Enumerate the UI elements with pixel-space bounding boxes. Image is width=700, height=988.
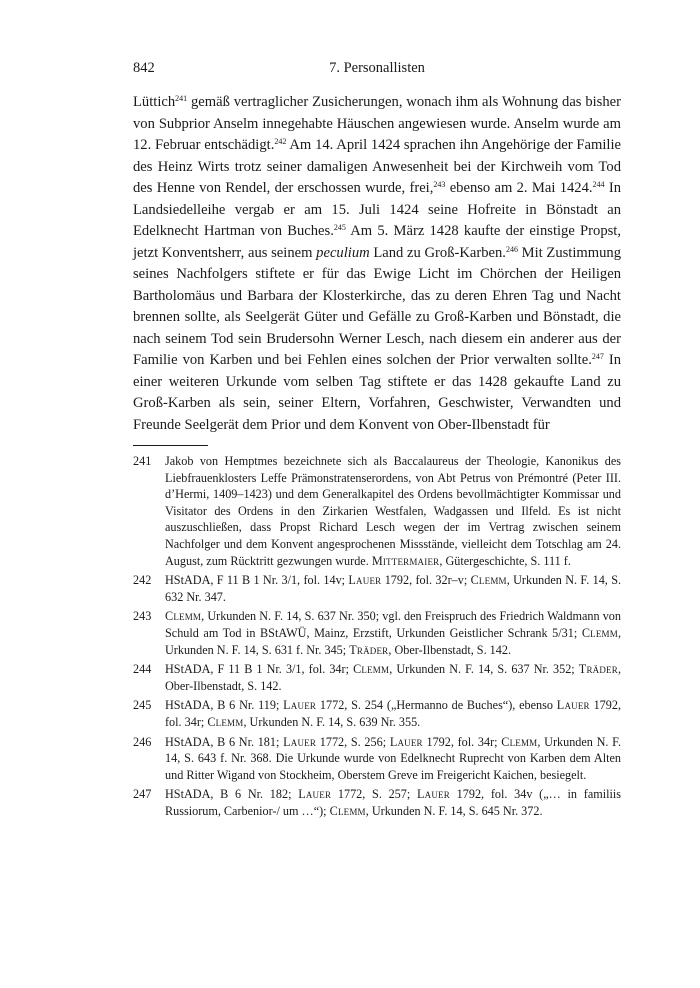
- author-name: Clemm: [207, 714, 244, 729]
- footnotes: [133, 453, 621, 819]
- author-name: Lauer: [348, 573, 382, 588]
- text-run: , Urkunden N. F. 14, S. 631 f. Nr. 345;: [165, 625, 621, 657]
- footnote-242: [133, 572, 621, 605]
- running-head: [133, 58, 621, 78]
- text-run: , Urkunden N. F. 14, S. 643 f. Nr. 368. Die Urkunde wurde von Edelknecht Ruprecht von Karben dem Alten und Ritter Wigand von Stockheim, Oberstem Greve im Freigericht Kaichen, besiegelt.: [165, 734, 622, 782]
- footnote-ref-245: 245: [333, 223, 346, 232]
- footnote-ref-243: 243: [433, 180, 446, 189]
- text-run: , Urkunden N. F. 14, S. 639 Nr. 355.: [243, 714, 421, 729]
- text-run: gemäß vertraglicher Zusicherungen, wonach ihm als Wohnung das bisher von Subprior Anselm innegehabte Häuschen angewiesen wurde. Anselm wurde am 12. Februar entschädigt.: [133, 94, 621, 153]
- text-run: , Ober-Ilbenstadt, S. 142.: [165, 662, 621, 693]
- footnote-244: [133, 661, 621, 694]
- footnote-number: 242: [133, 573, 152, 588]
- footnote-divider: [133, 445, 208, 446]
- text-run: In einer weiteren Urkunde vom selben Tag stiftete er das 1428 gekaufte Land zu Groß-Karben als sein, seiner Eltern, Vorfahren, Geschwister, Verwandten und Freunde Seelgerät dem Prior und dem Konvent von Ober-Ilbenstadt für: [133, 352, 621, 433]
- text-run: , Ober-Ilbenstadt, S. 142.: [388, 642, 511, 657]
- text-run: 1792, fol. 34r;: [165, 698, 621, 729]
- main-text: [133, 92, 621, 436]
- author-name: Lauer: [389, 734, 423, 749]
- footnote-ref-241: 241: [175, 94, 188, 103]
- text-run: Am 14. April 1424 sprachen ihn Angehörige der Familie des Heinz Wirts trotz seiner damaligen Anwesenheit bei der Kirchweih vom Tod des Henne von Rendel, der erschossen wurde, frei,: [133, 137, 621, 196]
- footnote-ref-246: 246: [505, 244, 518, 254]
- footnote-number: 241: [133, 454, 152, 468]
- italic-term-peculium: peculium: [316, 244, 370, 261]
- text-run: , Gütergeschichte, S. 111 f.: [439, 553, 571, 568]
- footnote-241: [133, 453, 621, 569]
- text-run: 1792, fol. 32r–v;: [381, 573, 471, 588]
- text-run: 1792, fol. 34r;: [422, 734, 502, 749]
- text-run: 1772, S. 257;: [331, 787, 417, 802]
- author-name: Clemm: [470, 573, 507, 588]
- text-run: HStADA, B 6 Nr. 181;: [165, 734, 284, 749]
- author-name: Lauer: [556, 698, 590, 713]
- footnote-ref-247: 247: [591, 352, 604, 361]
- text-run: Land zu Groß-Karben.: [369, 244, 506, 261]
- footnote-247: [133, 786, 621, 819]
- author-name: Clemm: [501, 734, 538, 749]
- author-name: Träder: [578, 662, 618, 677]
- text-run: 1772, S. 254 („Hermanno de Buches“), ebenso: [316, 698, 557, 713]
- text-run: Mit Zustimmung seines Nachfolgers stiftete er für das Ewige Licht im Chörchen der Heiligen Bartholomäus und Barbara der Klosterkirche, das zu deren Ehren Tag und Nacht brennen sollte, als Seelgerät Güter und Gefälle zu Groß-Karben und Bönstadt, die nach seinem Tod sein Brudersohn Werner Lesch, nach diesem ein anderer aus der Familie von Karben und bei Fehlen eines solchen der Prior verwalten sollte.: [133, 244, 622, 368]
- page-number: 842: [133, 60, 155, 76]
- author-name: Lauer: [283, 734, 317, 749]
- text-run: Lüttich: [133, 94, 176, 110]
- author-name: Clemm: [581, 625, 618, 640]
- author-name: Träder: [349, 642, 389, 657]
- main-paragraph: [133, 92, 621, 436]
- footnote-number: 247: [133, 787, 152, 802]
- chapter-title: 7. Personallisten: [329, 60, 425, 76]
- author-name: Lauer: [298, 787, 332, 802]
- book-page: [133, 58, 621, 822]
- footnote-ref-244: 244: [592, 180, 605, 189]
- text-run: 1772, S. 256;: [316, 734, 390, 749]
- footnote-number: 245: [133, 698, 152, 713]
- author-name: Clemm: [165, 609, 202, 624]
- text-run: In Landsiedelleihe vergab er am 15. Juli 1424 seine Hofreite in Bönstadt an Edelknecht Hartman von Buches.: [133, 180, 621, 239]
- author-name: Clemm: [353, 662, 390, 677]
- footnote-number: 243: [133, 609, 152, 624]
- footnote-number: 246: [133, 734, 152, 749]
- text-run: , Urkunden N. F. 14, S. 637 Nr. 352;: [389, 662, 579, 677]
- text-run: HStADA, F 11 B 1 Nr. 3/1, fol. 14v;: [165, 573, 349, 588]
- text-run: Am 5. März 1428 kaufte der einstige Propst, jetzt Konventsherr, aus seinem: [133, 223, 621, 261]
- author-name: Lauer: [283, 698, 317, 713]
- text-run: , Urkunden N. F. 14, S. 645 Nr. 372.: [365, 803, 543, 818]
- text-run: HStADA, B 6 Nr. 119;: [165, 698, 284, 713]
- footnote-243: [133, 608, 621, 658]
- author-name: Mittermaier: [371, 553, 440, 568]
- text-run: HStADA, B 6 Nr. 182;: [165, 787, 299, 802]
- text-run: Jakob von Hemptmes bezeichnete sich als Baccalaureus der Theologie, Kanonikus des Liebfrauenklosters Leffe Prämonstratenserordens, von Abt Petrus von Prémontré (Peter III. d’Hermi, 1409–1423) und dem Generalkapitel des Ordens bevollmächtigter Kommissar und Visitator des Ordens in den Zirkarien Westfalen, Wadgassen und Ilfeld. Es ist nicht auszuschließen, dass Propst Richard Lesch wegen der im Vertrag zwischen seinem Nachfolger und dem Konvent angesprochenen Missstände, vielleicht dem Totschlag am 24. August, zum Rücktritt gezwungen wurde.: [165, 454, 621, 568]
- author-name: Clemm: [329, 803, 366, 818]
- footnote-246: [133, 734, 621, 784]
- text-run: , Urkunden N. F. 14, S. 632 Nr. 347.: [165, 573, 622, 604]
- text-run: HStADA, F 11 B 1 Nr. 3/1, fol. 34r;: [165, 662, 354, 677]
- text-run: , Urkunden N. F. 14, S. 637 Nr. 350; vgl. den Freispruch des Friedrich Waldmann von Schuld am Tod in BStAWÜ, Mainz, Erzstift, Urkunden Geistlicher Schrank 5/31;: [165, 609, 621, 640]
- text-run: ebenso am 2. Mai 1424.: [445, 180, 593, 196]
- text-run: 1792, fol. 34v („… in familiis Russiorum, Carbenior-/ um …“);: [165, 787, 621, 818]
- footnote-245: [133, 697, 621, 730]
- footnote-ref-242: 242: [274, 137, 287, 146]
- footnote-number: 244: [133, 662, 152, 677]
- author-name: Lauer: [417, 787, 450, 802]
